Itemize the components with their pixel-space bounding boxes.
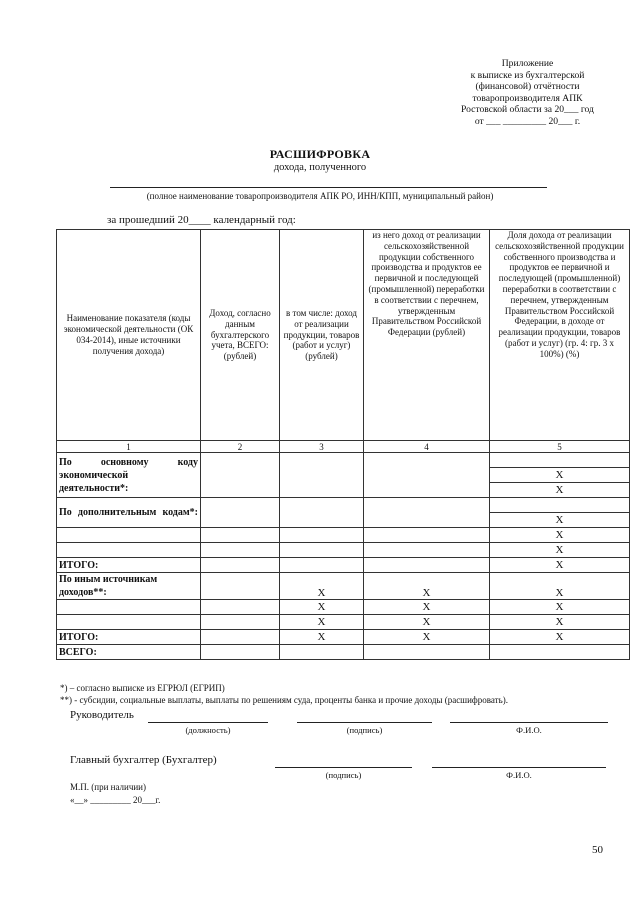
table-row [57,453,630,468]
appendix-block [440,58,615,128]
table-cell[interactable] [201,573,280,600]
x-mark-cell: X [490,513,630,528]
position-caption: (должность) [185,725,231,735]
row-label-extra: По дополнительным кодам*: [57,498,201,528]
table-cell[interactable] [490,645,630,660]
footnote: **) - субсидии, социальные выплаты, выплаты по решениям суда, проценты банка и прочие доходы (расшифровать). [60,695,508,705]
head-label: Руководитель [70,709,134,721]
document-subtitle: дохода, полученного [273,162,367,173]
x-mark-cell: X [490,468,630,483]
fio-caption: Ф.И.О. [506,770,532,780]
table-row [57,558,630,573]
x-mark-cell: X [364,630,490,645]
document-title: РАСШИФРОВКА [269,147,371,161]
table-cell[interactable] [57,528,201,543]
x-mark-cell: X [490,573,630,600]
x-mark-cell: X [364,573,490,600]
column-number: 1 [57,441,201,453]
x-mark-cell: X [280,600,364,615]
appendix-line: Приложение [501,58,554,69]
x-mark-cell: X [490,600,630,615]
x-mark-cell: X [490,483,630,498]
header-cell: Доход, согласно данным бухгалтерского учета, ВСЕГО: (рублей) [201,230,280,441]
table-row [57,600,630,615]
x-mark-cell: X [364,615,490,630]
appendix-line: (финансовой) отчётности [475,81,580,93]
accountant-label: Главный бухгалтер (Бухгалтер) [70,754,217,766]
page-number: 50 [592,844,603,856]
table-cell[interactable] [490,498,630,513]
table-cell[interactable] [364,453,490,498]
fio-caption: Ф.И.О. [516,725,542,735]
table-cell[interactable] [201,453,280,498]
table-cell[interactable] [57,615,201,630]
header-cell: Доля дохода от реализации сельскохозяйственной продукции собственного производства и продуктов ее первичной и последующей (промышленной) переработки в соответствии с перечнем, утвержденным Правительством Российской Федерации, в доходе от реализации продукции, товаров (работ и услуг) (гр. 4: гр. 3 x 100%) (%) [490,230,630,441]
row-label-main: По основному коду экономической деятельности*: [57,453,201,498]
column-number: 3 [280,441,364,453]
signature-line[interactable] [275,767,412,768]
table-cell[interactable] [201,600,280,615]
appendix-line: к выписке из бухгалтерской [470,69,585,81]
x-mark-cell: X [490,543,630,558]
table-cell[interactable] [201,645,280,660]
appendix-line: товаропроизводителя АПК [472,92,583,104]
appendix-line: от ___ _________ 20___ г. [474,115,581,127]
table-cell[interactable] [201,558,280,573]
signature-line[interactable] [297,722,432,723]
signature-caption: (подпись) [325,770,362,780]
x-mark-cell: X [280,573,364,600]
table-cell[interactable] [364,558,490,573]
table-cell[interactable] [201,615,280,630]
table-cell[interactable] [201,630,280,645]
x-mark-cell: X [490,615,630,630]
table-cell[interactable] [364,498,490,528]
table-cell[interactable] [280,543,364,558]
row-label-grand: ВСЕГО: [57,645,201,660]
column-number: 4 [364,441,490,453]
column-number-row [57,441,630,453]
table-cell[interactable] [364,528,490,543]
table-row [57,645,630,660]
table-cell[interactable] [201,543,280,558]
column-number: 5 [490,441,630,453]
table-cell[interactable] [364,543,490,558]
table-cell[interactable] [57,543,201,558]
table-cell[interactable] [364,645,490,660]
table-cell[interactable] [280,498,364,528]
x-mark-cell: X [364,600,490,615]
position-line[interactable] [148,722,268,723]
x-mark-cell: X [490,630,630,645]
table-header-row [57,230,630,441]
table-cell[interactable] [280,558,364,573]
stamp-note: М.П. (при наличии) [70,782,146,792]
table-cell[interactable] [201,498,280,528]
table-cell[interactable] [57,600,201,615]
footnote: *) – согласно выписке из ЕГРЮЛ (ЕГРИП) [60,683,225,693]
column-number: 2 [201,441,280,453]
x-mark-cell: X [280,615,364,630]
fio-line[interactable] [432,767,606,768]
name-underline [110,187,547,188]
table-cell[interactable] [280,645,364,660]
row-label-total2: ИТОГО: [57,630,201,645]
row-label-other: По иным источникам доходов**: [57,573,201,600]
income-table [56,229,630,660]
fio-line[interactable] [450,722,608,723]
x-mark-cell: X [490,558,630,573]
period-line: за прошедший 20____ календарный год: [107,214,296,226]
header-cell: в том числе: доход от реализации продукции, товаров (работ и услуг) (рублей) [280,230,364,441]
table-row [57,630,630,645]
x-mark-cell: X [490,528,630,543]
table-row [57,528,630,543]
x-mark-cell: X [280,630,364,645]
header-cell: из него доход от реализации сельскохозяйственной продукции собственного производства и продуктов ее первичной и последующей (промышленной) переработки в соответствии с перечнем, утвержденным Правительством Российской Федерации (рублей) [364,230,490,441]
appendix-line: Ростовской области за 20___ год [461,104,594,116]
table-cell[interactable] [280,453,364,498]
table-row [57,543,630,558]
name-hint: (полное наименование товаропроизводителя АПК РО, ИНН/КПП, муниципальный район) [146,191,494,201]
row-label-total: ИТОГО: [57,558,201,573]
table-cell[interactable] [201,528,280,543]
table-cell[interactable] [280,528,364,543]
header-cell: Наименование показателя (коды экономической деятельности (ОК 034-2014), иные источники получения дохода) [57,230,201,441]
date-line: «__» _________ 20___г. [70,795,161,805]
table-cell[interactable] [490,453,630,468]
signature-caption: (подпись) [346,725,383,735]
table-row [57,615,630,630]
table-row [57,498,630,513]
